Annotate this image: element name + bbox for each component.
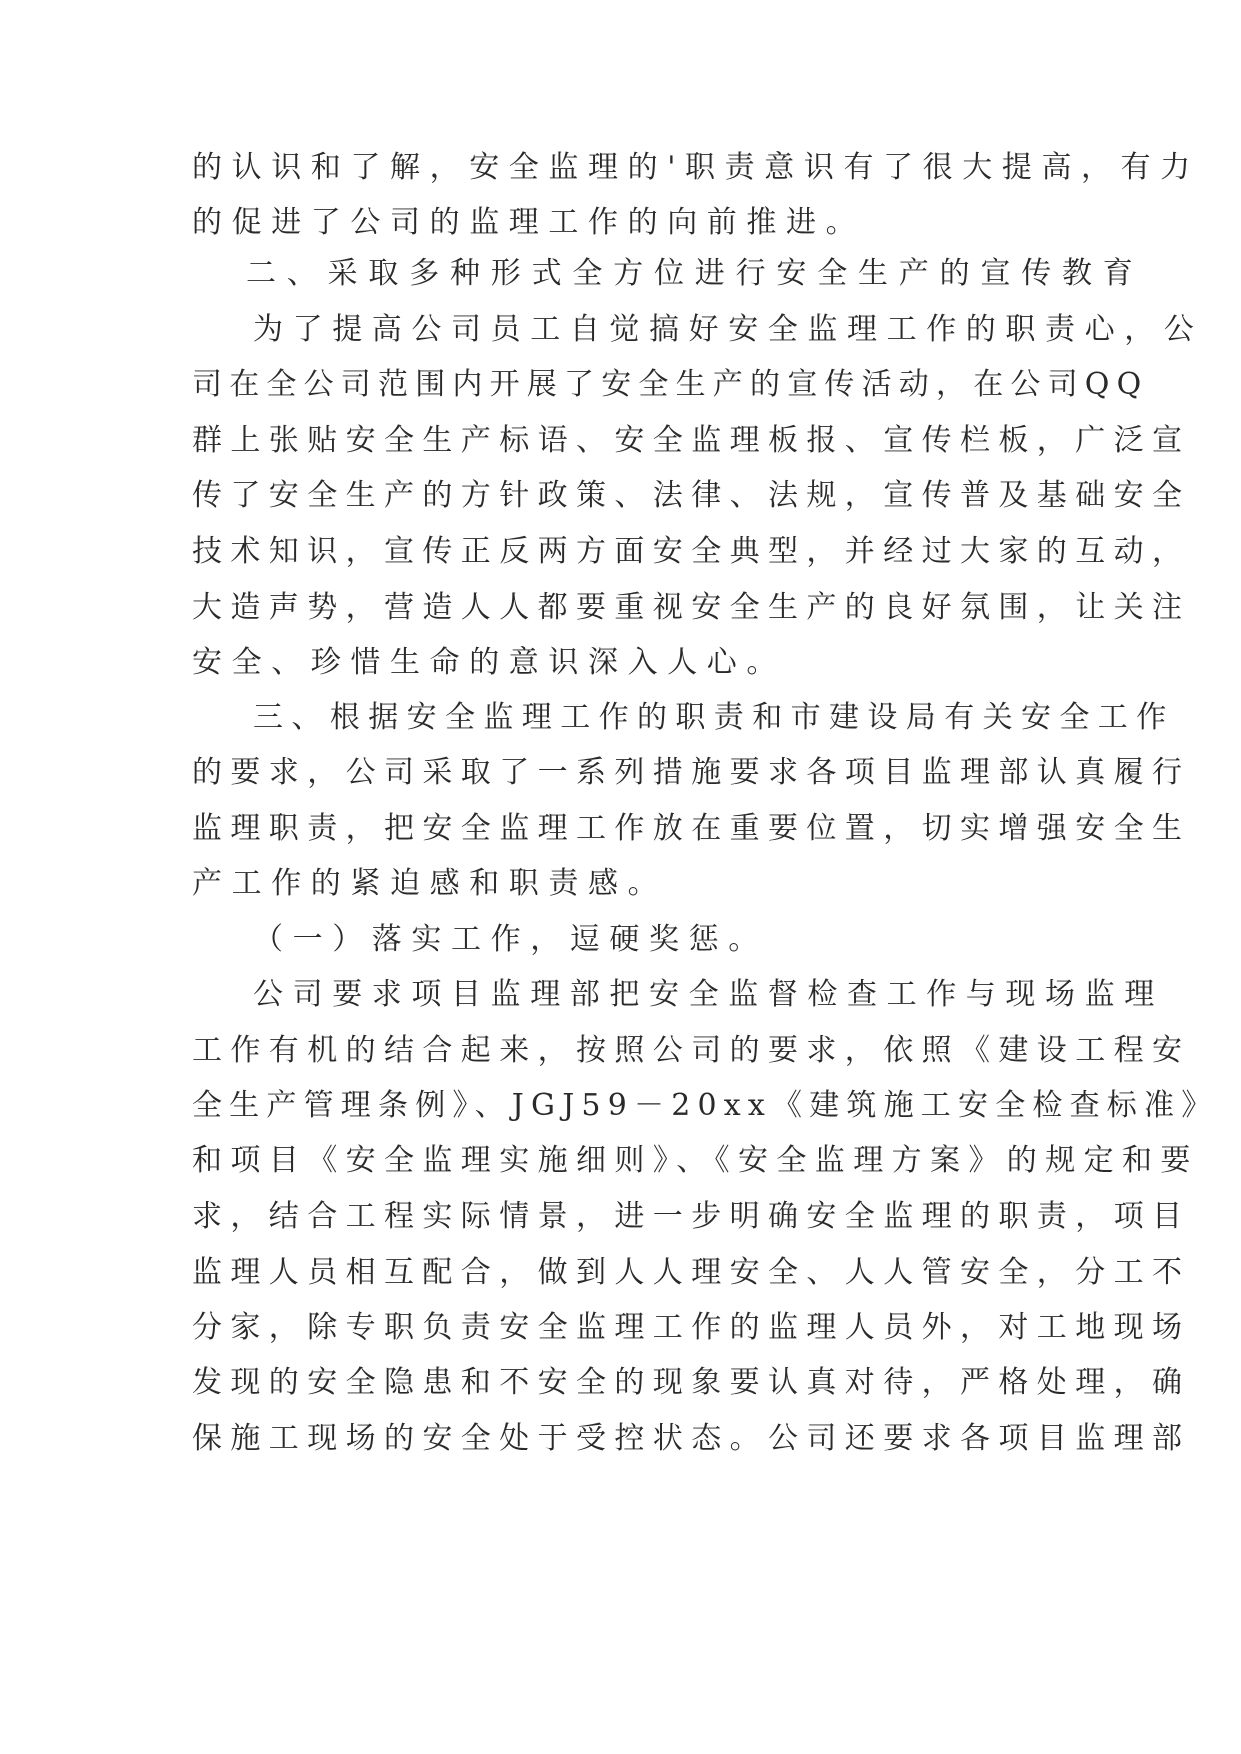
- text-line: 传了安全生产的方针政策、法律、法规，宣传普及基础安全: [192, 478, 1191, 513]
- text-line: 安全、珍惜生命的意识深入人心。: [192, 645, 786, 680]
- subsection-heading: （一）落实工作，逗硬奖惩。: [253, 922, 768, 957]
- text-line: 产工作的紧迫感和职责感。: [192, 866, 668, 901]
- text-line: 的要求，公司采取了一系列措施要求各项目监理部认真履行: [192, 755, 1191, 790]
- text-line: 公司要求项目监理部把安全监督检查工作与现场监理: [253, 977, 1164, 1012]
- text-line: 求，结合工程实际情景，进一步明确安全监理的职责，项目: [192, 1199, 1191, 1234]
- text-line: 监理人员相互配合，做到人人理安全、人人管安全，分工不: [192, 1255, 1191, 1290]
- text-line: 的认识和了解，安全监理的'职责意识有了很大提高，有力: [192, 150, 1200, 185]
- text-line: 工作有机的结合起来，按照公司的要求，依照《建设工程安: [192, 1033, 1191, 1068]
- text-line: 全生产管理条例》、JGJ59－20xx《建筑施工安全检查标准》: [192, 1088, 1219, 1123]
- text-line: 群上张贴安全生产标语、安全监理板报、宣传栏板，广泛宣: [192, 423, 1191, 458]
- text-line: 为了提高公司员工自觉搞好安全监理工作的职责心，公: [253, 312, 1204, 347]
- text-line: 监理职责，把安全监理工作放在重要位置，切实增强安全生: [192, 811, 1191, 846]
- text-line: 分家，除专职负责安全监理工作的监理人员外，对工地现场: [192, 1310, 1191, 1345]
- text-line: 保施工现场的安全处于受控状态。公司还要求各项目监理部: [192, 1421, 1191, 1456]
- text-line: 司在全公司范围内开展了安全生产的宣传活动，在公司QQ: [192, 367, 1149, 402]
- text-line: 技术知识，宣传正反两方面安全典型，并经过大家的互动，: [192, 534, 1191, 569]
- text-line: 大造声势，营造人人都要重视安全生产的良好氛围，让关注: [192, 590, 1191, 625]
- text-line: 的促进了公司的监理工作的向前推进。: [192, 205, 866, 240]
- text-line: 发现的安全隐患和不安全的现象要认真对待，严格处理，确: [192, 1365, 1191, 1400]
- section-heading: 三、根据安全监理工作的职责和市建设局有关安全工作: [253, 700, 1175, 735]
- text-line: 和项目《安全监理实施细则》、《安全监理方案》的规定和要: [192, 1143, 1199, 1178]
- section-heading: 二、采取多种形式全方位进行安全生产的宣传教育: [246, 256, 1144, 291]
